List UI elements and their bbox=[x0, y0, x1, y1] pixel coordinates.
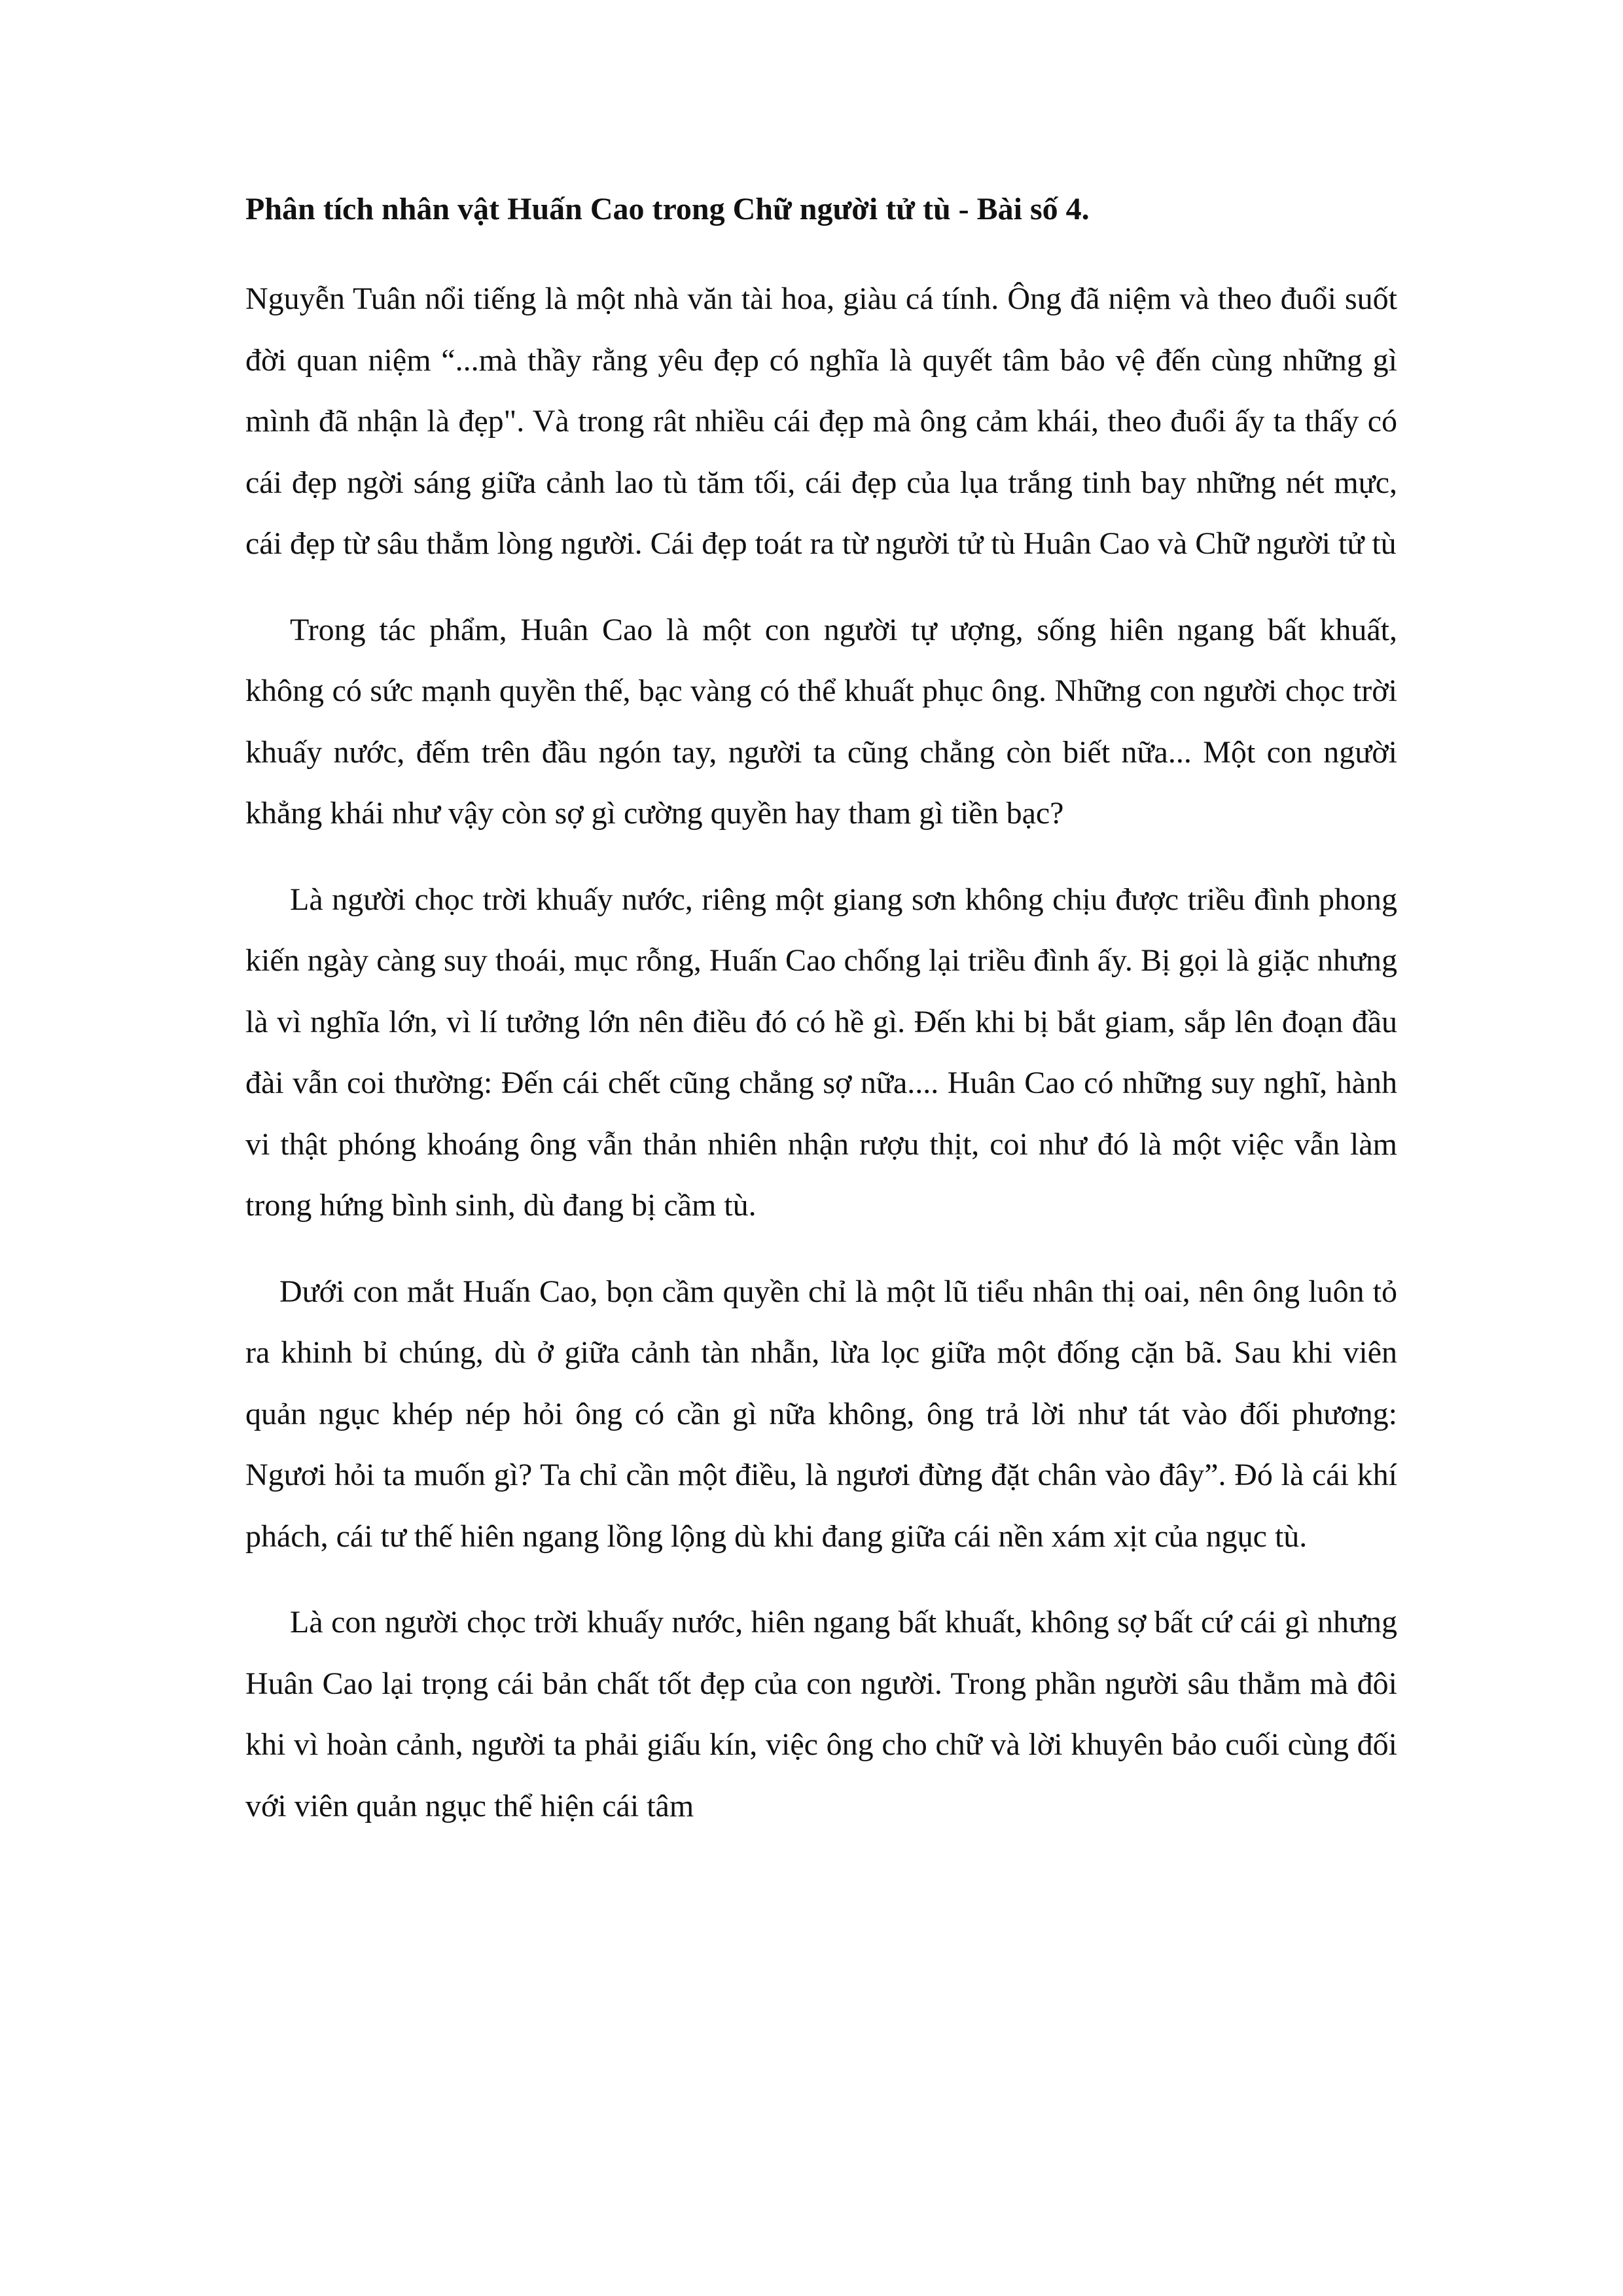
document-page bbox=[245, 190, 1397, 1861]
paragraph-character: Trong tác phẩm, Huân Cao là một con người tự ượng, sống hiên ngang bất khuất, không có sức mạnh quyền thế, bạc vàng có thể khuất phục ông. Những con người chọc trời khuấy nước, đếm trên đầu ngón tay, người ta cũng chẳng còn biết nữa... Một con người khẳng khái như vậy còn sợ gì cường quyền hay tham gì tiền bạc? bbox=[245, 612, 1397, 831]
document-title: Phân tích nhân vật Huấn Cao trong Chữ người tử tù - Bài số 4. bbox=[245, 192, 1090, 226]
paragraph-humanity: Là con người chọc trời khuấy nước, hiên ngang bất khuất, không sợ bất cứ cái gì nhưng Huân Cao lại trọng cái bản chất tốt đẹp của con người. Trong phần người sâu thẳm mà đôi khi vì hoàn cảnh, người ta phải giấu kín, việc ông cho chữ và lời khuyên bảo cuối cùng đối với viên quản ngục thể hiện cái tâm bbox=[245, 1605, 1397, 1823]
paragraph-intro: Nguyễn Tuân nổi tiếng là một nhà văn tài hoa, giàu cá tính. Ông đã niệm và theo đuổi suốt đời quan niệm “...mà thầy rằng yêu đẹp có nghĩa là quyết tâm bảo vệ đến cùng những gì mình đã nhận là đẹp". Và trong rât nhiều cái đẹp mà ông cảm khái, theo đuổi ấy ta thấy có cái đẹp ngời sáng giữa cảnh lao tù tăm tối, cái đẹp của lụa trắng tinh bay những nét mực, cái đẹp từ sâu thẳm lòng người. Cái đẹp toát ra từ người tử tù Huân Cao và Chữ người tử tù bbox=[245, 281, 1397, 561]
paragraph-rebellion: Là người chọc trời khuấy nước, riêng một giang sơn không chịu được triều đình phong kiến ngày càng suy thoái, mục rỗng, Huấn Cao chống lại triều đình ấy. Bị gọi là giặc nhưng là vì nghĩa lớn, vì lí tưởng lớn nên điều đó có hề gì. Đến khi bị bắt giam, sắp lên đoạn đầu đài vẫn coi thường: Đến cái chết cũng chẳng sợ nữa.... Huân Cao có những suy nghĩ, hành vi thật phóng khoáng ông vẫn thản nhiên nhận rượu thịt, coi như đó là một việc vẫn làm trong hứng bình sinh, dù đang bị cầm tù. bbox=[245, 882, 1397, 1223]
paragraph-contempt: Dưới con mắt Huấn Cao, bọn cầm quyền chỉ là một lũ tiểu nhân thị oai, nên ông luôn tỏ ra khinh bỉ chúng, dù ở giữa cảnh tàn nhẫn, lừa lọc giữa một đống cặn bã. Sau khi viên quản ngục khép nép hỏi ông có cần gì nữa không, ông trả lời như tát vào đối phương: Ngươi hỏi ta muốn gì? Ta chỉ cần một điều, là ngươi đừng đặt chân vào đây”. Đó là cái khí phách, cái tư thế hiên ngang lồng lộng dù khi đang giữa cái nền xám xịt của ngục tù. bbox=[245, 1274, 1397, 1554]
